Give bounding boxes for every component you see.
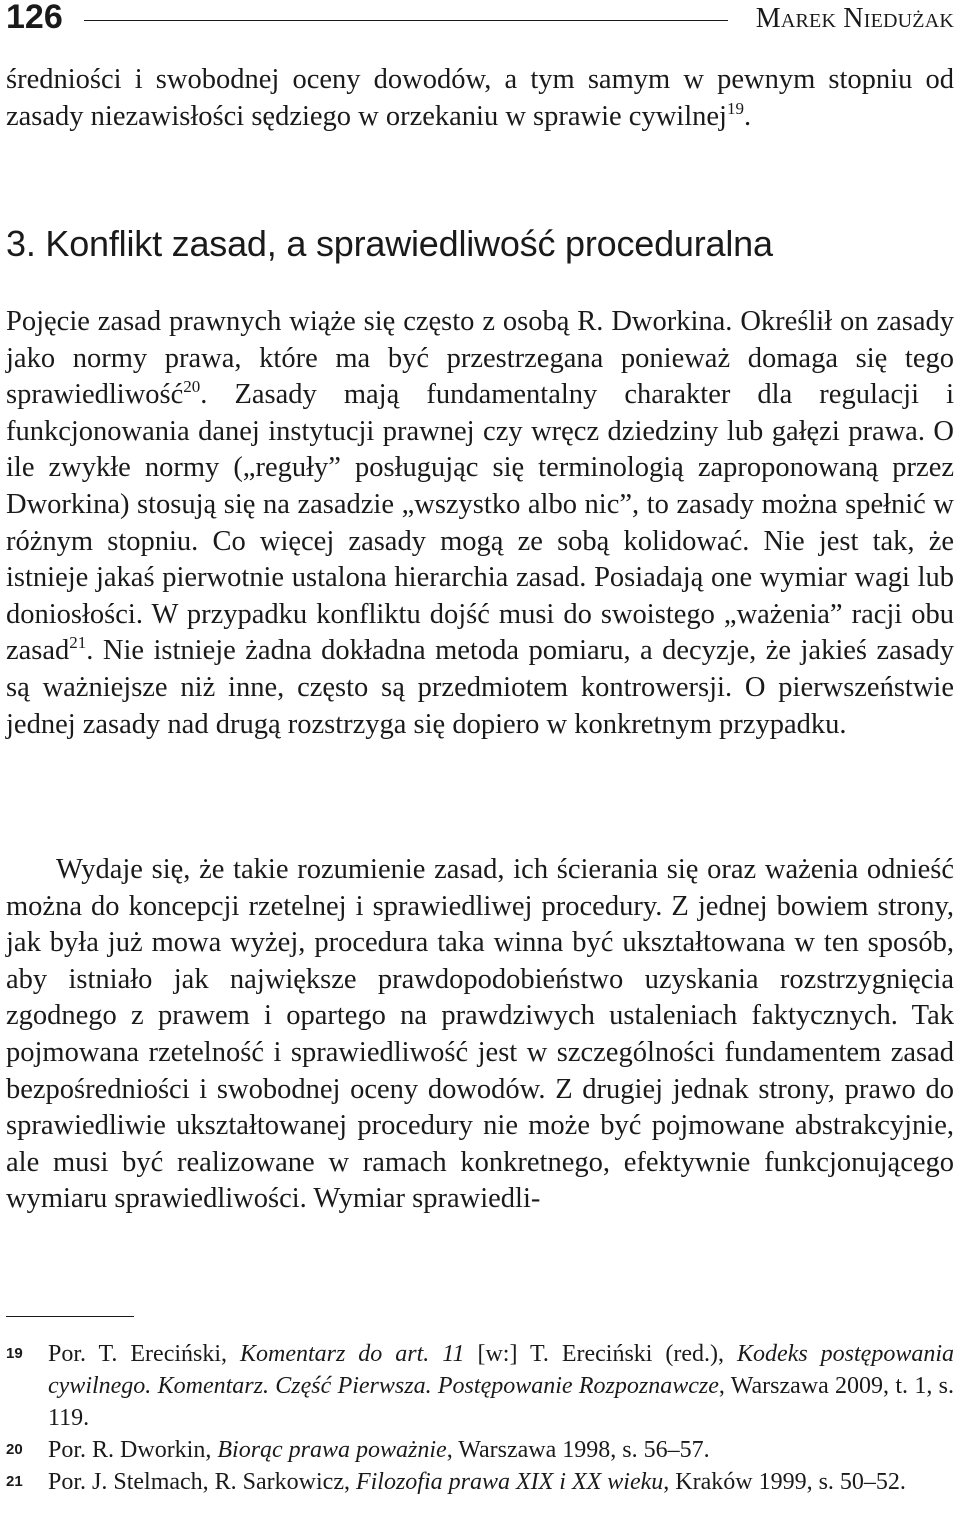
footnote-ref-21: 21 [69,633,87,653]
footnote-text: , Warszawa 2009, t. 1, s. 119. [48,1373,955,1431]
paragraph-text-tail: . [743,100,752,132]
paragraph-intro [6,62,954,135]
footnote-text: Por. R. Dworkin, [48,1437,218,1463]
paragraph-second: Wydaje się, że takie rozumienie zasad, ich ścierania się oraz ważenia odnieść można do koncepcji rzetelnej i sprawiedliwej procedury. Z jednej bowiem strony, jak była już mowa wyżej, procedura taka winna być ukształtowana w ten sposób, aby istniało jak największe prawdopodobieństwo uzyskania rozstrzygnięcia zgodnego z prawem i opartego na prawdziwych ustaleniach faktycznych. Tak pojmowana rzetelność i sprawiedliwość jest w szczególności fundamentem zasad bezpośredniości i swobodnej oceny dowodów. Z drugiej jednak strony, prawo do sprawiedliwie ukształtowanej procedury nie może być pojmowane abstrakcyjnie, ale musi być realizowane w ramach konkretnego, efektywnie funkcjonującego wymiaru sprawiedliwości. Wymiar sprawiedli- [6,854,954,1215]
footnote-title: Kodeks postępowania cywilnego. Komentarz. Część Pierwsza. Postępowanie Rozpoznawcze [48,1341,954,1399]
footnote-title: Filozofia prawa XIX i XX wieku [355,1469,664,1495]
footnote-title: Komentarz do art. 11 [240,1341,465,1367]
footnote-number: 19 [6,1345,23,1362]
footnote-ref-19: 19 [726,98,744,118]
footnote-text: , Warszawa 1998, s. 56–57. [446,1437,710,1463]
footnote-19 [6,1338,954,1434]
paragraph-text: . Zasady mają fundamentalny charakter dla regulacji i funkcjonowania danej instytucji prawnej czy wręcz dziedziny lub gałęzi prawa. O ile zwykłe normy („reguły” posługując się terminologią zaproponowaną przez Dworkina) stosują się na zasadzie „wszystko albo nic”, to zasady można spełnić w różnym stopniu. Co więcej zasady mogą ze sobą kolidować. Nie jest tak, że istnieje jakaś pierwotnie ustalona hierarchia zasad. Posiadają one wymiar wagi lub doniosłości. W przypadku konfliktu dojść musi do swoistego „ważenia” racji obu zasad [6,379,954,667]
running-head-author: Marek Niedużak [755,3,954,34]
footnote-title: Biorąc prawa poważnie [217,1437,447,1463]
footnote-21 [6,1466,954,1498]
footnote-number: 21 [6,1473,23,1490]
footnote-20 [6,1434,954,1466]
paragraph-text: średniości i swobodnej oceny dowodów, a tym samym w pewnym stopniu od zasady niezawisłości sędziego w orzekaniu w sprawie cywilnej [6,64,954,132]
header-rule [84,20,728,21]
page-number: 126 [6,0,63,36]
footnote-text: Por. J. Stelmach, R. Sarkowicz, [48,1469,356,1495]
footnote-text: , Kraków 1999, s. 50–52. [663,1469,906,1495]
footnote-text: [w:] T. Ereciński (red.), [464,1341,738,1367]
paragraph-main [6,304,954,743]
footnote-text: Por. T. Ereciński, [48,1341,240,1367]
section-heading: 3. Konflikt zasad, a sprawiedliwość proceduralna [6,223,773,264]
paragraph-text: Pojęcie zasad prawnych wiąże się często z osobą R. Dworkina. Określił on zasady jako normy prawa, które ma być przestrzegana ponieważ domaga się tego sprawiedliwość [6,306,954,411]
footnotes [6,1338,954,1498]
footnote-separator [6,1316,134,1317]
footnote-number: 20 [6,1441,23,1458]
footnote-ref-20: 20 [183,377,201,397]
paragraph-text: . Nie istnieje żadna dokładna metoda pomiaru, a decyzje, że jakieś zasady są ważniejsze niż inne, często są przedmiotem kontrowersji. O pierwszeństwie jednej zasady nad drugą rozstrzyga się dopiero w konkretnym przypadku. [6,635,954,740]
running-head [6,0,954,36]
